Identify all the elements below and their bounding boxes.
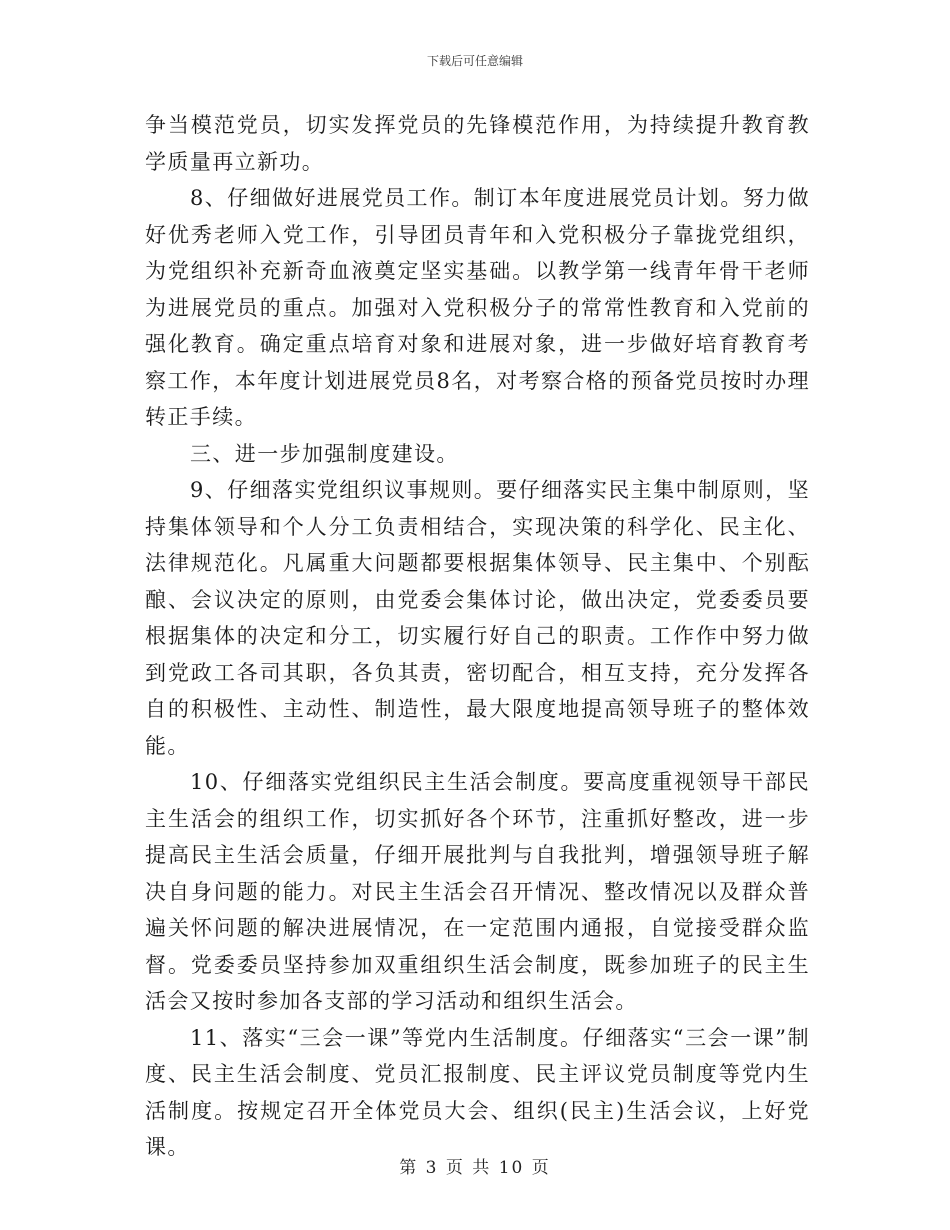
page-header: 下载后可任意编辑 [426,54,523,68]
document-body [145,107,810,1166]
paragraph-item-10: 10、仔细落实党组织民主生活会制度。要高度重视领导干部民主生活会的组织工作，切实抓好各个环节，注重抓好整改，进一步提高民主生活会质量，仔细开展批判与自我批判，增强领导班子解决自身问题的能力。对民主生活会召开情况、整改情况以及群众普遍关怀问题的解决进展情况，在一定范围内通报，自觉接受群众监督。党委委员坚持参加双重组织生活会制度，既参加班子的民主生活会又按时参加各支部的学习活动和组织生活会。 [145,770,810,1013]
section-heading-3: 三、进一步加强制度建设。 [190,441,459,466]
paragraph-item-8: 8、仔细做好进展党员工作。制订本年度进展党员计划。努力做好优秀老师入党工作，引导团员青年和入党积极分子靠拢党组织，为党组织补充新奇血液奠定坚实基础。以教学第一线青年骨干老师为进展党员的重点。加强对入党积极分子的常常性教育和入党前的强化教育。确定重点培育对象和进展对象，进一步做好培育教育考察工作，本年度计划进展党员8名，对考察合格的预备党员按时办理转正手续。 [145,186,810,429]
page-number-footer: 第 3 页 共 10 页 [399,1158,551,1178]
paragraph-continuation: 争当模范党员，切实发挥党员的先锋模范作用，为持续提升教育教学质量再立新功。 [145,113,810,174]
paragraph-item-9: 9、仔细落实党组织议事规则。要仔细落实民主集中制原则，坚持集体领导和个人分工负责相结合，实现决策的科学化、民主化、法律规范化。凡属重大问题都要根据集体领导、民主集中、个别酝酿、会议决定的原则，由党委会集体讨论，做出决定，党委委员要根据集体的决定和分工，切实履行好自己的职责。工作作中努力做到党政工各司其职，各负其责，密切配合，相互支持，充分发挥各自的积极性、主动性、制造性，最大限度地提高领导班子的整体效能。 [145,478,810,758]
paragraph-item-11: 11、落实“三会一课”等党内生活制度。仔细落实“三会一课”制度、民主生活会制度、党员汇报制度、民主评议党员制度等党内生活制度。按规定召开全体党员大会、组织(民主)生活会议，上好党课。 [145,1025,810,1159]
